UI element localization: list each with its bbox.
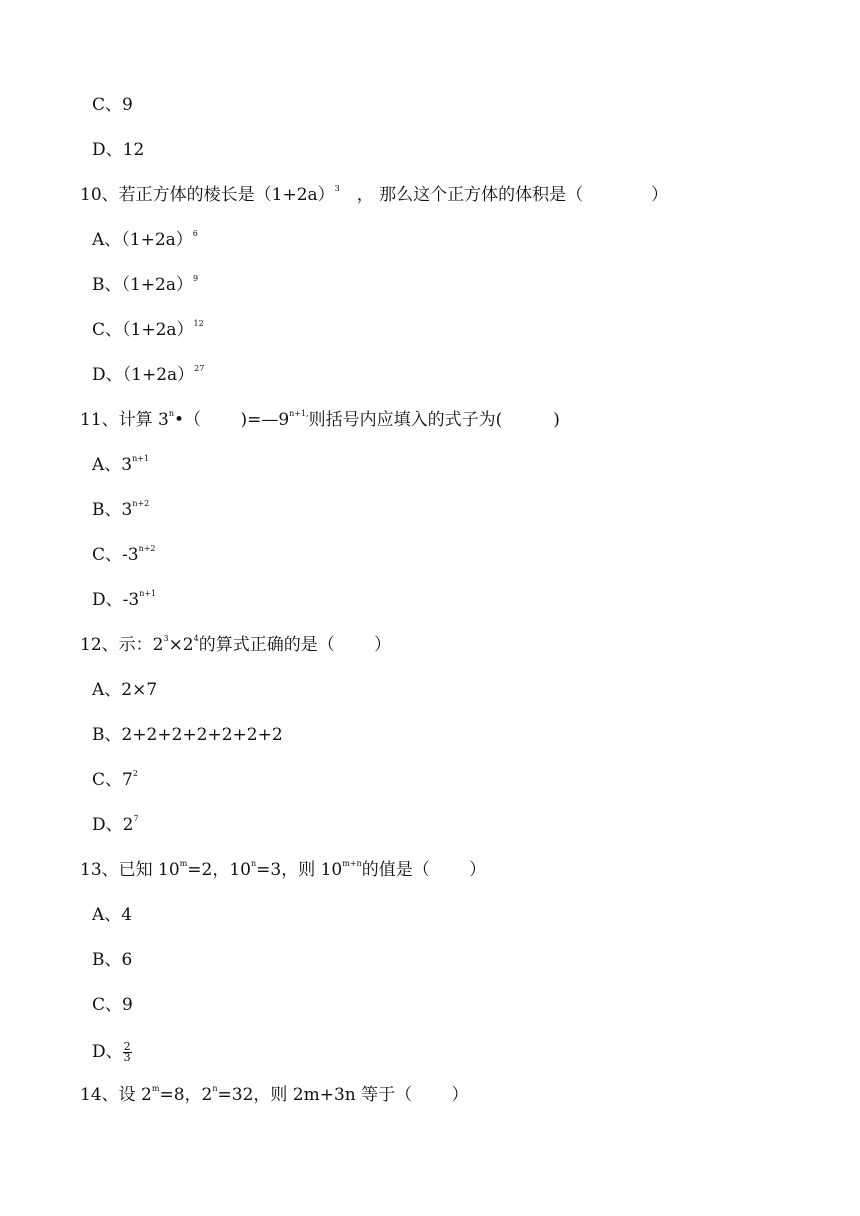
q12-option-a: A、2×7 [92,680,158,700]
q11-option-a: A、$3^{n+1}$ [92,454,150,475]
option-d: D、12 [92,140,145,160]
question-11: 11、计算 3$^n$•（ )$=—9^{n+1,}$则括号内应填入的式子为( ) [80,409,560,430]
q12-option-c: C、$7^2$ [92,769,138,790]
fraction: $\frac{2}{3}$ [123,1040,131,1064]
q13-option-a: A、4 [92,905,133,925]
q10-option-d: D、$(1+2a)^{27}$ [92,364,205,385]
option-c: C、9 [92,95,133,115]
q11-option-c: C、$-3^{n+2}$ [92,544,156,565]
q13-option-d: D、 $\frac{2}{3}$ [92,1040,131,1064]
q12-option-d: D、$2^7$ [92,814,139,835]
q10-option-c: C、$(1+2a)^{12}$ [92,319,204,340]
q11-option-d: D、$-3^{n+1}$ [92,589,157,610]
question-10: 10、若正方体的棱长是$(1+2a)^3$ ， 那么这个正方体的体积是（ ） [80,184,669,205]
question-13: 13、已知 $10^m=2$，$10^n=3$，则 $10^{m+n}$的值是（ ） [80,859,487,880]
question-14: 14、设 $2^m=8$，$2^n=32$，则 2m+3n 等于（ ） [80,1084,469,1105]
q13-option-c: C、9 [92,995,133,1015]
q10-option-b: B、$(1+2a)^9$ [92,274,199,295]
q13-option-b: B、6 [92,950,133,970]
question-12: 12、示：$2^3\times 2^4$的算式正确的是（ ） [80,634,392,655]
q12-option-b: B、2+2+2+2+2+2+2 [92,725,283,745]
q10-option-a: A、$(1+2a)^6$ [92,229,198,250]
q11-option-b: B、$3^{n+2}$ [92,499,150,520]
